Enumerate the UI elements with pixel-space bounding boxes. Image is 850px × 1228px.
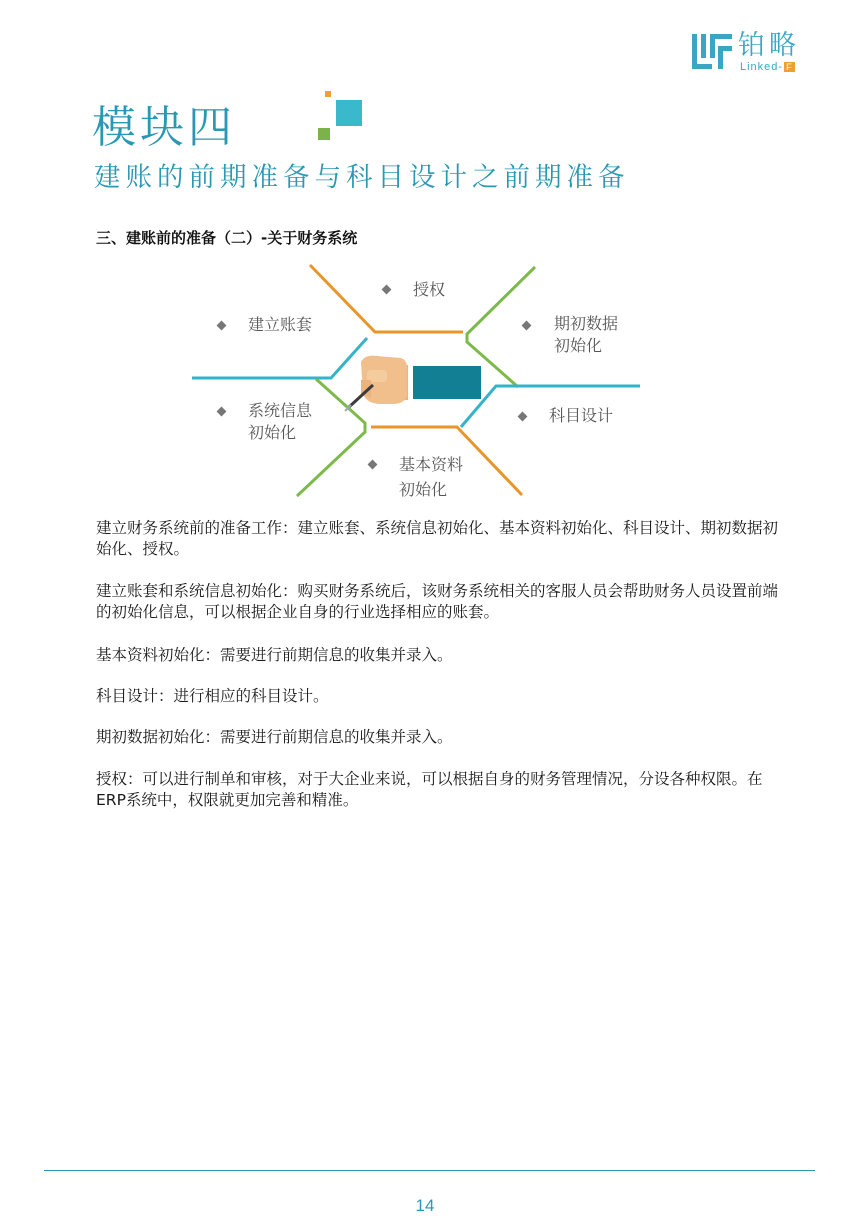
logo-name-cn: 铂略 xyxy=(738,30,800,61)
diagram-item-authorize: 授权 xyxy=(413,280,446,299)
logo-name-en-box: F xyxy=(786,62,793,72)
preparation-diagram xyxy=(185,262,655,502)
logo-mark-icon xyxy=(692,32,736,72)
logo-name-en xyxy=(740,61,795,73)
line-green-bottom-left xyxy=(297,379,365,496)
deco-square-orange xyxy=(325,91,331,97)
diagram-item-system-info-line1: 系统信息 xyxy=(248,401,313,420)
diagram-item-basic-data-line1: 基本资料 xyxy=(399,455,464,474)
deco-square-green xyxy=(318,128,330,140)
paragraph-subject-design: 科目设计：进行相应的科目设计。 xyxy=(96,687,329,705)
diagram-item-initial-data-line1: 期初数据 xyxy=(554,314,619,333)
deco-square-teal xyxy=(336,100,362,126)
page-number: 14 xyxy=(415,1196,435,1215)
diagram-item-setup-accounts: 建立账套 xyxy=(248,315,313,334)
paragraph-preparation-overview: 建立财务系统前的准备工作：建立账套、系统信息初始化、基本资料初始化、科目设计、期初数据初始化、授权。 xyxy=(96,519,779,558)
paragraph-initial-data-init: 期初数据初始化：需要进行前期信息的收集并录入。 xyxy=(96,728,453,746)
diagram-item-initial-data-line2: 初始化 xyxy=(554,336,603,355)
hand-pen-icon xyxy=(345,356,481,411)
footer-divider xyxy=(44,1170,815,1171)
paragraph-setup-and-system-init: 建立账套和系统信息初始化：购买财务系统后，该财务系统相关的客服人员会帮助财务人员设置前端的初始化信息，可以根据企业自身的行业选择相应的账套。 xyxy=(96,582,779,621)
line-teal-left xyxy=(192,338,367,378)
logo-name-en-text: Linked- xyxy=(740,61,784,73)
module-subtitle: 建账的前期准备与科目设计之前期准备 xyxy=(94,162,630,193)
paragraph-basic-data-init: 基本资料初始化：需要进行前期信息的收集并录入。 xyxy=(96,646,453,664)
module-title: 模块四 xyxy=(92,102,236,153)
diagram-item-system-info-line2: 初始化 xyxy=(248,423,297,442)
diagram-item-basic-data-line2: 初始化 xyxy=(399,480,448,499)
diagram-item-subject-design: 科目设计 xyxy=(549,406,614,425)
paragraph-authorization: 授权：可以进行制单和审核，对于大企业来说，可以根据自身的财务管理情况，分设各种权限。在ERP系统中，权限就更加完善和精准。 xyxy=(96,770,763,809)
brand-logo xyxy=(692,32,812,72)
section-heading: 三、建账前的准备（二）-关于财务系统 xyxy=(96,229,358,247)
